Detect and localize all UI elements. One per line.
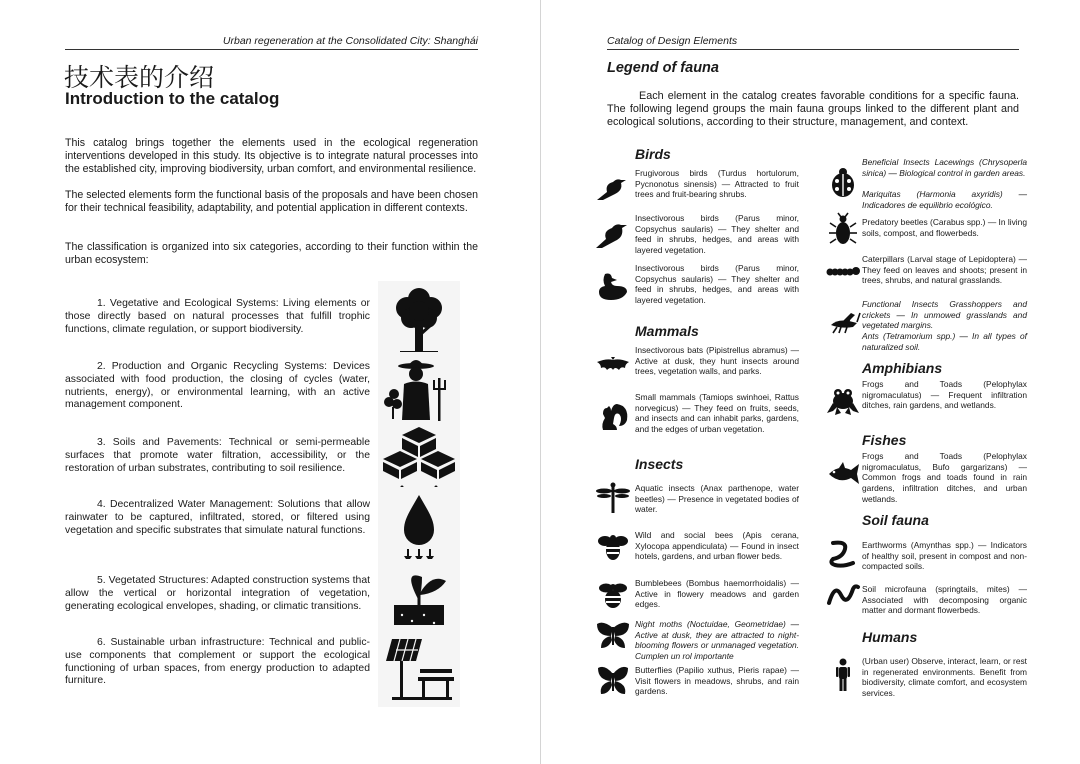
entry-butterflies: Butterflies (Papilio xuthus, Pieris rapae) — Visit flowers in meadows, shrubs, and rain gardens. <box>635 665 799 697</box>
entry-insectivorous-birds-1: Insectivorous birds (Parus minor, Copsychus saularis) — They shelter and feed in shrubs, hedges, and areas with layered vegetation. <box>635 213 799 256</box>
earthworm-icon <box>825 535 861 571</box>
entry-soil-microfauna: Soil microfauna (springtails, mites) — Associated with decomposing organic matter and dormant flowerbeds. <box>862 584 1027 616</box>
frog-icon <box>825 383 861 419</box>
group-fishes: Fishes <box>862 432 907 448</box>
entry-insectivorous-bats: Insectivorous bats (Pipistrellus abramus) — Active at dusk, they hunt insects around trees, vegetation walls, and parks. <box>635 345 799 377</box>
water-drop-icon <box>378 487 460 569</box>
bee-icon <box>595 528 631 564</box>
bumblebee-icon <box>595 577 631 613</box>
page-title-chinese: 技术表的介绍 <box>64 63 215 92</box>
group-humans: Humans <box>862 629 918 645</box>
microfauna-icon <box>825 577 861 613</box>
caterpillar-icon <box>825 254 861 290</box>
category-2-text: 2. Production and Organic Recycling Systems: Devices associated with food production, the closing of cycles (water, nutrients, energy), or environmental learning, with an active management component. <box>65 361 370 411</box>
entry-frugivorous-birds: Frugivorous birds (Turdus hortulorum, Pycnonotus sinensis) — Attracted to fruit trees and fruit-bearing shrubs. <box>635 168 799 200</box>
fish-icon <box>825 456 861 492</box>
group-amphibians: Amphibians <box>862 360 943 376</box>
butterfly-icon <box>595 662 631 698</box>
category-5-text: 5. Vegetated Structures: Adapted construction systems that allow the vertical or horizontal integration of vegetation, generating ecological envelopes, shading, or climatic transitions. <box>65 575 370 612</box>
duck-icon <box>595 268 631 304</box>
legend-title: Legend of fauna <box>607 60 719 76</box>
tree-icon <box>378 281 460 363</box>
entry-beneficial-insects-2: Mariquitas (Harmonia axyridis) — Indicadores de equilibrio ecológico. <box>862 189 1027 210</box>
entry-bumblebees: Bumblebees (Bombus haemorrhoidalis) — Active in flowery meadows and garden edges. <box>635 578 799 610</box>
category-4-text: 4. Decentralized Water Management: Solutions that allow rainwater to be captured, infiltrated, stored, or filtered using vegetation and specific substrates that simulate natural functions. <box>65 499 370 536</box>
person-icon <box>825 657 861 693</box>
entry-caterpillars: Caterpillars (Larval stage of Lepidoptera) — They feed on leaves and shoots; present in trees, shrubs, and natural grasslands. <box>862 254 1027 286</box>
entry-wild-bees: Wild and social bees (Apis cerana, Xylocopa appendiculata) — Found in insect hotels, gardens, and urban flower beds. <box>635 530 799 562</box>
squirrel-icon <box>595 398 631 434</box>
intro-paragraph-1: This catalog brings together the elements used in the ecological regeneration interventions developed in this study. Its objective is to integrate natural processes into the established city, improving biodiversity, urban comfort, and environmental resilience. <box>65 137 478 175</box>
group-mammals: Mammals <box>635 323 699 339</box>
entry-fishes: Frogs and Toads (Pelophylax nigromaculatus, Bufo gargarizans) — Common frogs and toads found in rain gardens, infiltration ditches, and urban wetlands. <box>862 451 1027 504</box>
entry-earthworms: Earthworms (Amynthas spp.) — Indicators of healthy soil, present in compost and non-compacted soils. <box>862 540 1027 572</box>
running-header-left: Urban regeneration at the Consolidated City: Shanghái <box>65 35 478 50</box>
entry-grasshoppers-2: Ants (Tetramorium spp.) — In all types of naturalized soil. <box>862 331 1027 352</box>
bird-icon-2 <box>593 216 629 252</box>
running-header-right: Catalog of Design Elements <box>607 35 1019 50</box>
bird-icon <box>593 170 629 206</box>
ladybug-icon <box>825 164 861 200</box>
category-1-text: 1. Vegetative and Ecological Systems: Living elements or those directly based on natural processes that fulfill trophic functions, climate regulation, or support biodiversity. <box>65 298 370 335</box>
entry-insectivorous-birds-2: Insectivorous birds (Parus minor, Copsychus saularis) — They shelter and feed in shrubs, hedges, and areas with layered vegetation. <box>635 263 799 306</box>
beetle-icon <box>825 211 861 247</box>
moth-icon <box>595 618 631 654</box>
page-title: Introduction to the catalog <box>65 89 280 108</box>
right-page <box>540 0 1080 764</box>
grasshopper-icon <box>825 305 861 341</box>
group-insects: Insects <box>635 456 684 472</box>
entry-beneficial-insects-1: Beneficial Insects Lacewings (Chrysoperla sinica) — Biological control in garden areas. <box>862 157 1027 178</box>
group-birds: Birds <box>635 146 671 162</box>
category-6-text: 6. Sustainable urban infrastructure: Technical and public-use components that complement or support the ecological functioning of urban spaces, from energy production to adapted furniture. <box>65 637 370 687</box>
bat-icon <box>595 348 631 384</box>
entry-grasshoppers-1: Functional Insects Grasshoppers and crickets — In unmowed grasslands and vegetated margins. <box>862 299 1027 331</box>
entry-frogs-toads: Frogs and Toads (Pelophylax nigromaculatus) — Frequent infiltration ditches, rain gardens, and wetlands. <box>862 379 1027 411</box>
dragonfly-icon <box>595 479 631 515</box>
legend-intro: Each element in the catalog creates favorable conditions for a specific fauna. The following legend groups the main fauna groups linked to the different plant and ecological solutions, according to their structure, management, and context. <box>607 90 1019 128</box>
entry-small-mammals: Small mammals (Tamiops swinhoei, Rattus norvegicus) — They feed on fruits, seeds, and insects and can inhabit parks, gardens, and the edges of urban vegetation. <box>635 392 799 435</box>
intro-paragraph-3: The classification is organized into six categories, according to their function within the urban ecosystem: <box>65 241 478 266</box>
solar-bench-icon <box>378 625 460 707</box>
category-3-text: 3. Soils and Pavements: Technical or semi-permeable surfaces that promote water filtration, accessibility, or the restoration of urban substrates, contributing to soil resilience. <box>65 437 370 474</box>
entry-urban-user: (Urban user) Observe, interact, learn, or rest in regenerated environments. Benefit from biodiversity, climate comfort, and ecosystem services. <box>862 656 1027 699</box>
group-soil-fauna: Soil fauna <box>862 512 929 528</box>
intro-paragraph-2: The selected elements form the functional basis of the proposals and have been chosen for their technical feasibility, adaptability, and potential application in different contexts. <box>65 189 478 214</box>
entry-predatory-beetles: Predatory beetles (Carabus spp.) — In living soils, compost, and flowerbeds. <box>862 217 1027 238</box>
entry-aquatic-insects: Aquatic insects (Anax parthenope, water beetles) — Presence in vegetated bodies of water. <box>635 483 799 515</box>
entry-night-moths: Night moths (Noctuidae, Geometridae) — Active at dusk, they are attracted to night-blooming flowers or unmanaged vegetation. Cumplen un rol importante <box>635 619 799 662</box>
